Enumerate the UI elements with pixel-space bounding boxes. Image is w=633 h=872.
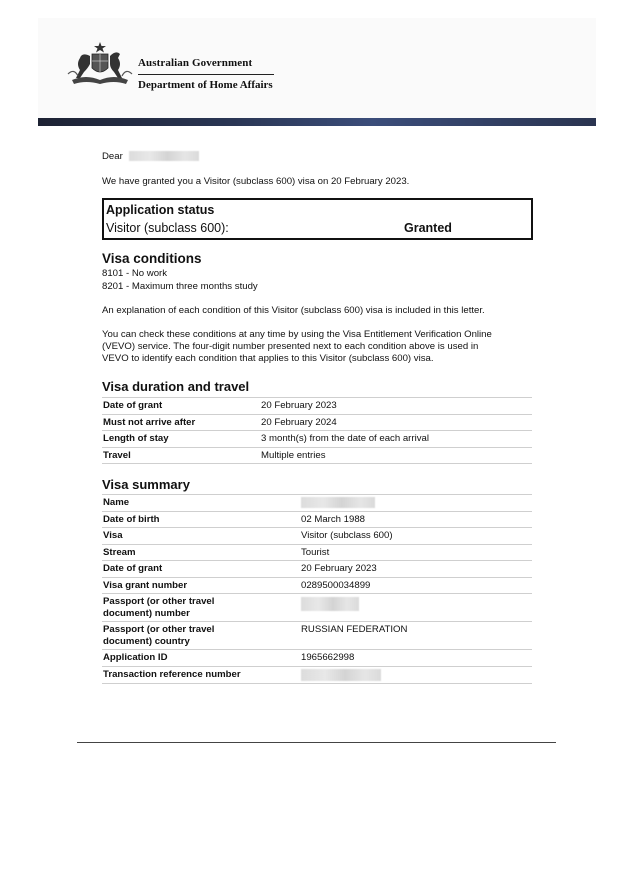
- org-name: Australian Government: [138, 57, 253, 69]
- row-label: Visa grant number: [102, 577, 301, 594]
- row-label: Date of grant: [102, 561, 301, 578]
- table-row: [102, 431, 532, 448]
- row-value: [301, 666, 532, 683]
- row-label: Application ID: [102, 650, 301, 667]
- visa-conditions-title: Visa conditions: [102, 251, 202, 266]
- redacted-value: [301, 669, 381, 681]
- salutation-text: Dear: [102, 151, 123, 162]
- row-value: Visitor (subclass 600): [301, 528, 532, 545]
- row-value: 3 month(s) from the date of each arrival: [261, 431, 532, 448]
- row-label: Name: [102, 495, 301, 512]
- vevo-line: You can check these conditions at any time by using the Visa Entitlement Verification Online: [102, 329, 492, 340]
- row-value: [301, 495, 532, 512]
- row-label: Date of birth: [102, 511, 301, 528]
- row-value: 20 February 2023: [301, 561, 532, 578]
- application-status-box: [102, 198, 533, 240]
- table-row: [102, 594, 532, 622]
- row-label: Visa: [102, 528, 301, 545]
- table-row: [102, 544, 532, 561]
- status-title: Application status: [106, 203, 215, 217]
- table-row: [102, 414, 532, 431]
- table-row: [102, 511, 532, 528]
- row-label: Length of stay: [102, 431, 261, 448]
- row-label: Date of grant: [102, 398, 261, 415]
- row-label: Stream: [102, 544, 301, 561]
- table-row: [102, 398, 532, 415]
- visa-duration-table: [102, 397, 532, 464]
- visa-summary-table: [102, 494, 532, 684]
- header-bar: [38, 118, 596, 126]
- table-row: [102, 666, 532, 683]
- redacted-value: [301, 597, 359, 611]
- table-row: [102, 561, 532, 578]
- table-row: [102, 528, 532, 545]
- salutation: [102, 151, 199, 163]
- row-value: Tourist: [301, 544, 532, 561]
- row-label: Passport (or other travel document) number: [102, 594, 301, 622]
- row-label: Passport (or other travel document) country: [102, 622, 301, 650]
- condition-item: 8201 - Maximum three months study: [102, 281, 258, 292]
- row-value: 0289500034899: [301, 577, 532, 594]
- table-row: [102, 577, 532, 594]
- condition-item: 8101 - No work: [102, 268, 168, 279]
- redacted-name: [129, 151, 199, 161]
- table-row: [102, 622, 532, 650]
- vevo-line: (VEVO) service. The four-digit number presented next to each condition above is used in: [102, 341, 479, 353]
- grant-sentence: We have granted you a Visitor (subclass 600) visa on 20 February 2023.: [102, 176, 410, 187]
- row-value: Multiple entries: [261, 447, 532, 464]
- department-name: Department of Home Affairs: [138, 79, 273, 91]
- visa-summary-title: Visa summary: [102, 477, 190, 492]
- conditions-explanation: An explanation of each condition of this Visitor (subclass 600) visa is included in this letter.: [102, 305, 485, 316]
- row-value: 02 March 1988: [301, 511, 532, 528]
- row-label: Transaction reference number: [102, 666, 301, 683]
- row-value: 20 February 2024: [261, 414, 532, 431]
- status-label: Visitor (subclass 600):: [106, 221, 229, 235]
- visa-duration-title: Visa duration and travel: [102, 379, 250, 394]
- table-row: [102, 447, 532, 464]
- footer-divider: [77, 742, 556, 743]
- status-value: Granted: [404, 221, 452, 235]
- table-row: [102, 495, 532, 512]
- vevo-line: VEVO to identify each condition that applies to this Visitor (subclass 600) visa.: [102, 353, 434, 365]
- vevo-paragraph: [102, 329, 534, 366]
- row-label: Must not arrive after: [102, 414, 261, 431]
- row-value: [301, 594, 532, 622]
- row-value: 1965662998: [301, 650, 532, 667]
- coat-of-arms-icon: [66, 42, 134, 88]
- redacted-value: [301, 497, 375, 508]
- table-row: [102, 650, 532, 667]
- department-title: [138, 57, 274, 91]
- divider: [138, 74, 274, 75]
- row-value: RUSSIAN FEDERATION: [301, 622, 532, 650]
- row-label: Travel: [102, 447, 261, 464]
- row-value: 20 February 2023: [261, 398, 532, 415]
